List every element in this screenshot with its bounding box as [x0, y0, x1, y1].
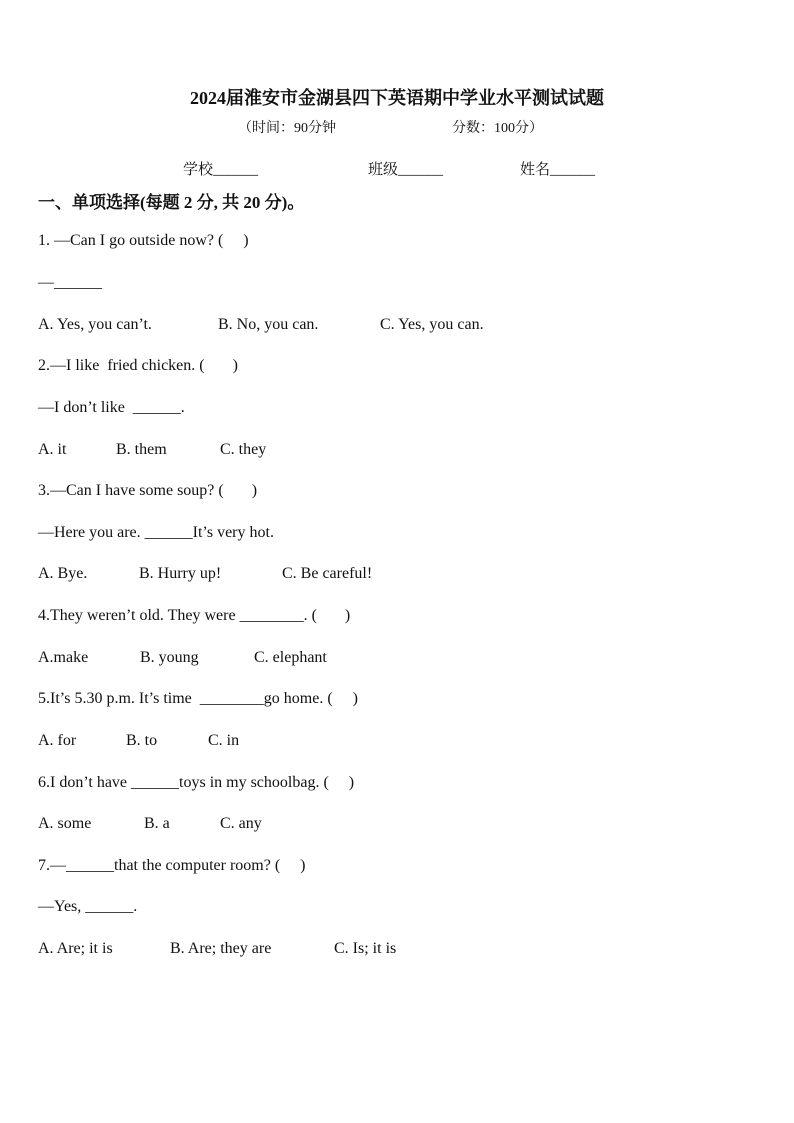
question-4-stem: 4.They weren’t old. They were ________. ( ): [38, 607, 351, 624]
question-3-stem: 3.—Can I have some soup? ( ): [38, 482, 258, 499]
question-6-option-a: A. some: [38, 815, 92, 832]
question-3-option-a: A. Bye.: [38, 565, 88, 582]
question-5-stem: 5.It’s 5.30 p.m. It’s time ________go home. ( ): [38, 690, 358, 707]
question-2-option-a: A. it: [38, 441, 67, 458]
name-field: 姓名______: [520, 162, 596, 178]
time-limit: （时间：90分钟: [238, 121, 336, 136]
section-heading: 一、单项选择(每题 2 分, 共 20 分)。: [38, 193, 305, 212]
question-7-response: —Yes, ______.: [38, 898, 138, 915]
question-3-response: —Here you are. ______It’s very hot.: [38, 524, 274, 541]
question-7-option-c: C. Is; it is: [334, 940, 397, 957]
question-6-stem: 6.I don’t have ______toys in my schoolbag. ( ): [38, 774, 355, 791]
question-1-option-c: C. Yes, you can.: [380, 316, 484, 333]
question-1-option-a: A. Yes, you can’t.: [38, 316, 152, 333]
question-1-option-b: B. No, you can.: [218, 316, 319, 333]
exam-title: 2024届淮安市金湖县四下英语期中学业水平测试试题: [190, 88, 604, 108]
question-5-option-a: A. for: [38, 732, 77, 749]
question-2-response: —I don’t like ______.: [38, 399, 185, 416]
question-1-response: —______: [38, 274, 102, 291]
question-4-option-c: C. elephant: [254, 649, 327, 666]
question-3-option-c: C. Be careful!: [282, 565, 373, 582]
question-3-option-b: B. Hurry up!: [139, 565, 222, 582]
question-7-option-a: A. Are; it is: [38, 940, 113, 957]
question-2-option-c: C. they: [220, 441, 267, 458]
question-1-stem: 1. —Can I go outside now? ( ): [38, 232, 249, 249]
question-4-option-b: B. young: [140, 649, 199, 666]
question-5-option-c: C. in: [208, 732, 240, 749]
question-5-option-b: B. to: [126, 732, 158, 749]
question-2-stem: 2.—I like fried chicken. ( ): [38, 357, 238, 374]
question-7-option-b: B. Are; they are: [170, 940, 272, 957]
question-2-option-b: B. them: [116, 441, 167, 458]
question-6-option-c: C. any: [220, 815, 262, 832]
total-score: 分数：100分）: [452, 121, 543, 136]
question-4-option-a: A.make: [38, 649, 89, 666]
school-field: 学校______: [183, 162, 259, 178]
question-6-option-b: B. a: [144, 815, 170, 832]
question-7-stem: 7.—______that the computer room? ( ): [38, 857, 306, 874]
class-field: 班级______: [368, 162, 444, 178]
